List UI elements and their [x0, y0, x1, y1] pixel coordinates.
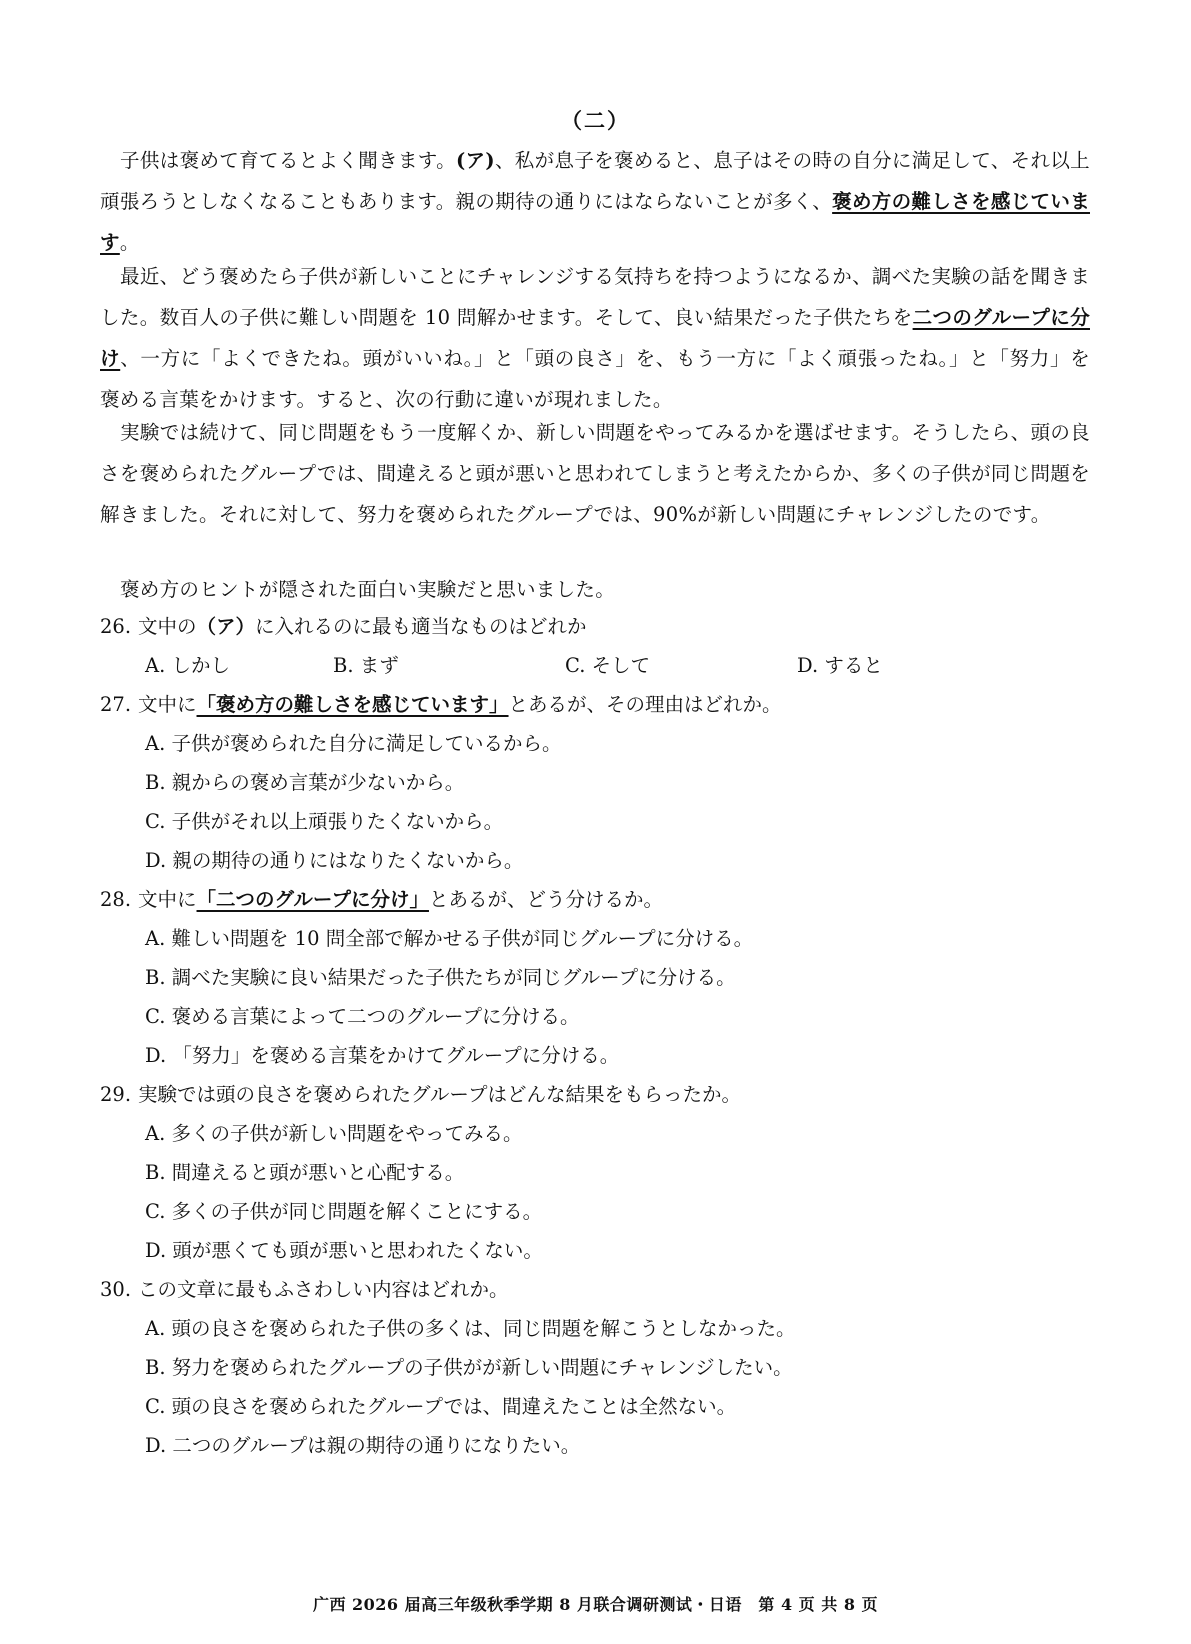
question-underlined-quote: 「褒め方の難しさを感じています」	[196, 693, 509, 716]
question-text-pre: 文中に	[138, 888, 197, 911]
question-27	[100, 691, 1100, 719]
option-c[interactable]: C. 頭の良さを褒められたグループでは、間違えたことは全然ない。	[145, 1395, 737, 1418]
question-number: 30.	[100, 1278, 132, 1301]
option-b[interactable]: B. 親からの褒め言葉が少ないから。	[145, 771, 465, 794]
p3-text: 実験では続けて、同じ問題をもう一度解くか、新しい問題をやってみるかを選ばせます。そうしたら、頭の良さを褒められたグループでは、間違えると頭が悪いと思われてしまうと考えたからか、多くの子供が同じ問題を解きました。それに対して、努力を褒められたグループでは、90%が新しい問題にチャレンジしたのです。	[100, 421, 1090, 526]
underlined-phrase-1: 褒め方の難しさを感じています	[100, 190, 1090, 254]
option-b[interactable]: B. 調べた実験に良い結果だった子供たちが同じグループに分ける。	[145, 966, 736, 989]
option-d[interactable]: D. すると	[797, 654, 883, 677]
question-text: この文章に最もふさわしい内容はどれか。	[138, 1278, 509, 1301]
option-d[interactable]: D. 二つのグループは親の期待の通りになりたい。	[145, 1434, 581, 1457]
p1-text-b: 、私が息子を褒めると、息子はその時の自分に満足して、それ以上頑張ろうとしなくなることもあります。親の期待の通りにはならないことが多く、	[100, 149, 1090, 213]
option-a[interactable]: A. 子供が褒められた自分に満足しているから。	[145, 732, 562, 755]
question-text-post: に入れるのに最も適当なものはどれか	[255, 615, 587, 638]
option-c[interactable]: C. 多くの子供が同じ問題を解くことにする。	[145, 1200, 543, 1223]
question-29	[100, 1081, 1100, 1109]
p1-text-c: 。	[119, 231, 140, 254]
question-mark: （ア）	[196, 615, 256, 638]
question-30	[100, 1276, 1100, 1304]
option-a[interactable]: A. 難しい問題を 10 問全部で解かせる子供が同じグループに分ける。	[145, 927, 754, 950]
option-c[interactable]: C. そして	[565, 654, 651, 677]
question-underlined-quote: 「二つのグループに分け」	[196, 888, 429, 911]
p4-text: 褒め方のヒントが隠された面白い実験だと思いました。	[120, 578, 616, 601]
passage-paragraph-1	[100, 140, 1090, 263]
option-b[interactable]: B. 間違えると頭が悪いと心配する。	[145, 1161, 465, 1184]
option-b[interactable]: B. 努力を褒められたグループの子供がが新しい問題にチャレンジしたい。	[145, 1356, 793, 1379]
p2-text-a: 最近、どう褒めたら子供が新しいことにチャレンジする気持ちを持つようになるか、調べた実験の話を聞きました。数百人の子供に難しい問題を 10 問解かせます。そして、良い結果だった子供たちを	[100, 265, 1090, 329]
option-a[interactable]: A. しかし	[145, 654, 230, 677]
p1-text-a: 子供は褒めて育てるとよく聞きます。	[120, 149, 456, 172]
question-number: 26.	[100, 615, 132, 638]
question-text-pre: 文中に	[138, 693, 197, 716]
question-26-options	[145, 652, 1095, 680]
section-title: （二）	[561, 108, 630, 133]
option-d[interactable]: D. 頭が悪くても頭が悪いと思われたくない。	[145, 1239, 543, 1262]
p2-text-b: 、一方に「よくできたね。頭がいいね。」と「頭の良さ」を、もう一方に「よく頑張ったね。」と「努力」を褒める言葉をかけます。すると、次の行動に違いが現れました。	[100, 347, 1090, 411]
passage-paragraph-4	[100, 569, 1090, 610]
passage-paragraph-2	[100, 256, 1090, 420]
option-d[interactable]: D. 親の期待の通りにはなりたくないから。	[145, 849, 524, 872]
option-c[interactable]: C. 褒める言葉によって二つのグループに分ける。	[145, 1005, 580, 1028]
question-text-post: とあるが、どう分けるか。	[428, 888, 663, 911]
question-26	[100, 613, 1100, 641]
option-b[interactable]: B. まず	[333, 654, 399, 677]
underlined-phrase-2: 二つのグループに分け	[100, 306, 1090, 370]
question-28	[100, 886, 1100, 914]
question-number: 27.	[100, 693, 132, 716]
question-text-post: とあるが、その理由はどれか。	[508, 693, 782, 716]
page-footer: 广西 2026 届高三年级秋季学期 8 月联合调研测试・日语 第 4 页 共 8 页	[312, 1595, 879, 1614]
passage-paragraph-3	[100, 412, 1090, 535]
question-text-pre: 文中の	[138, 615, 197, 638]
question-text: 実験では頭の良さを褒められたグループはどんな結果をもらったか。	[138, 1083, 741, 1106]
question-number: 29.	[100, 1083, 132, 1106]
option-d[interactable]: D. 「努力」を褒める言葉をかけてグループに分ける。	[145, 1044, 620, 1067]
option-a[interactable]: A. 頭の良さを褒められた子供の多くは、同じ問題を解こうとしなかった。	[145, 1317, 796, 1340]
option-c[interactable]: C. 子供がそれ以上頑張りたくないから。	[145, 810, 504, 833]
question-number: 28.	[100, 888, 132, 911]
option-a[interactable]: A. 多くの子供が新しい問題をやってみる。	[145, 1122, 523, 1145]
blank-a-marker: (ア)	[455, 149, 495, 172]
